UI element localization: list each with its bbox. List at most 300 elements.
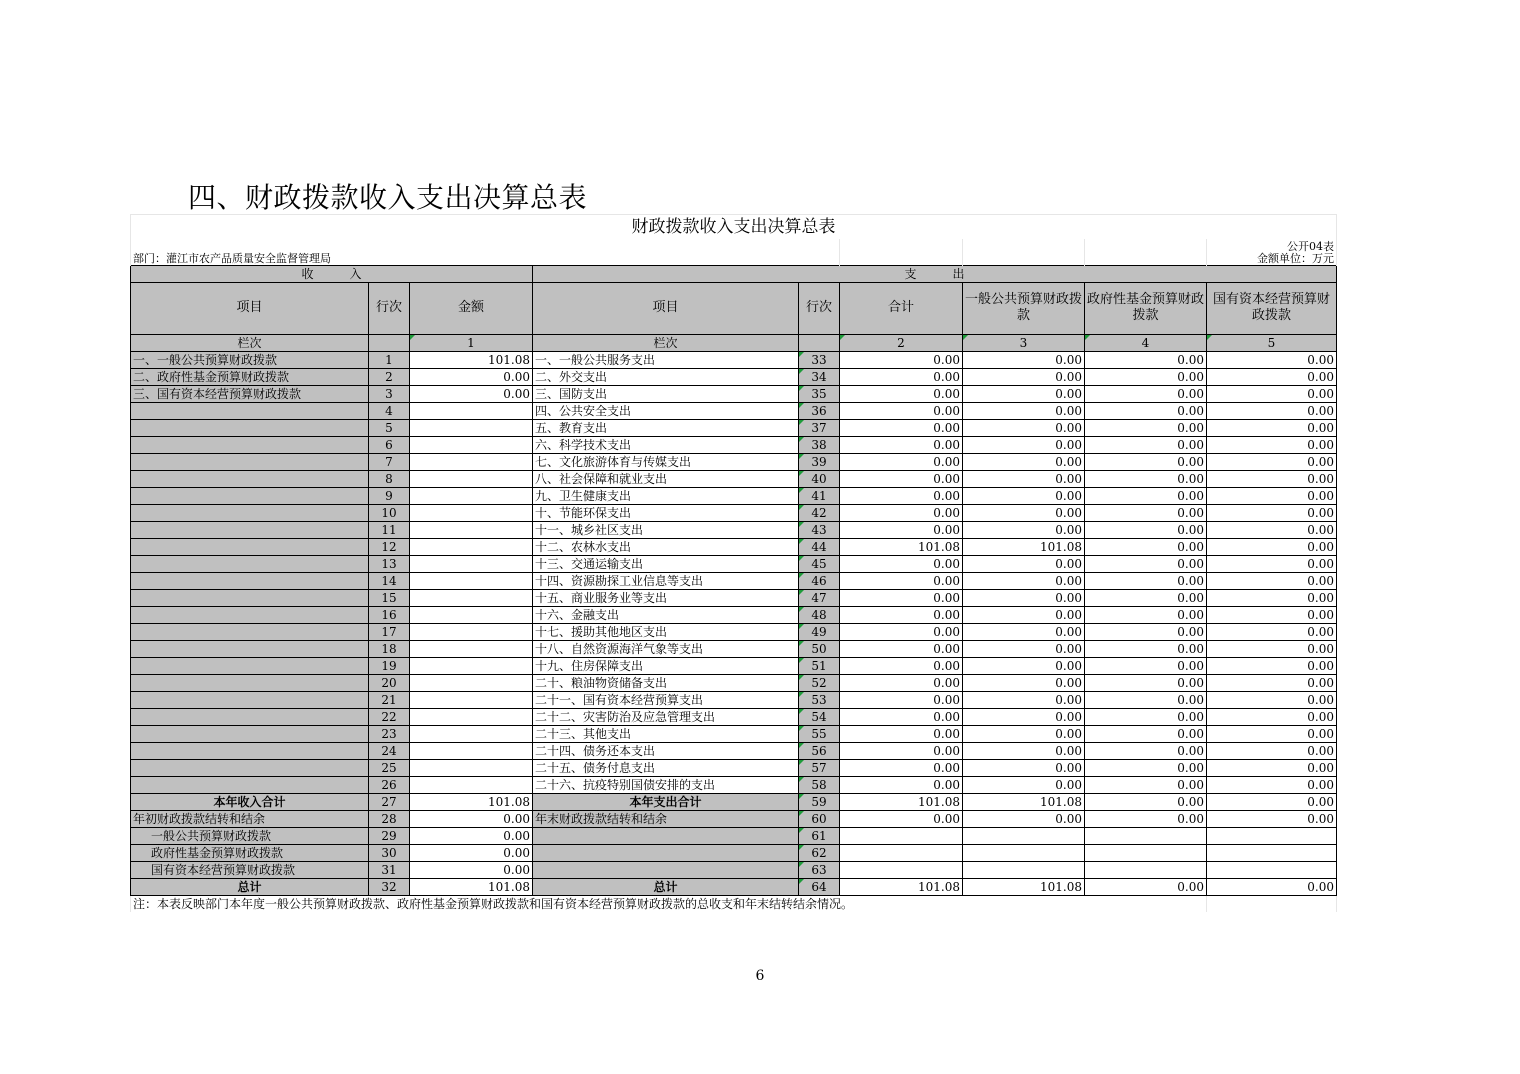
amount-cell [410, 674, 533, 691]
amount-cell: 0.00 [1207, 793, 1337, 810]
amount-cell: 0.00 [1207, 708, 1337, 725]
amount-cell: 0.00 [1085, 742, 1207, 759]
line-number: 7 [369, 453, 410, 470]
amount-cell: 0.00 [963, 402, 1085, 419]
income-item [131, 504, 369, 521]
line-number: 49 [799, 623, 840, 640]
line-number: 6 [369, 436, 410, 453]
lanci-2: 2 [840, 334, 963, 351]
income-section-header: 收 入 [131, 265, 533, 282]
expense-item: 二十二、灾害防治及应急管理支出 [533, 708, 799, 725]
grand-income-total-label: 总计 [131, 878, 369, 895]
fiscal-summary-table [130, 214, 1337, 912]
col-income-amount: 金额 [410, 282, 533, 334]
amount-cell: 0.00 [840, 555, 963, 572]
amount-cell: 0.00 [1207, 470, 1337, 487]
income-item [131, 776, 369, 793]
amount-cell: 0.00 [840, 436, 963, 453]
income-item [131, 759, 369, 776]
amount-cell [410, 402, 533, 419]
amount-cell: 0.00 [1085, 402, 1207, 419]
lanci-5: 5 [1207, 334, 1337, 351]
amount-cell: 0.00 [840, 742, 963, 759]
table-row [131, 759, 1337, 776]
expense-item: 二十四、债务还本支出 [533, 742, 799, 759]
income-item [131, 419, 369, 436]
income-item: 三、国有资本经营预算财政拨款 [131, 385, 369, 402]
amount-cell: 0.00 [963, 436, 1085, 453]
income-item [131, 708, 369, 725]
col-state-capital: 国有资本经营预算财政拨款 [1207, 282, 1337, 334]
amount-cell: 0.00 [963, 776, 1085, 793]
amount-cell [410, 555, 533, 572]
line-number: 28 [369, 810, 410, 827]
income-item [131, 640, 369, 657]
col-expense-item: 项目 [533, 282, 799, 334]
amount-cell: 0.00 [1207, 521, 1337, 538]
income-item [131, 538, 369, 555]
amount-cell [410, 453, 533, 470]
amount-cell: 0.00 [410, 861, 533, 878]
amount-cell [410, 487, 533, 504]
amount-cell: 0.00 [963, 742, 1085, 759]
line-number: 15 [369, 589, 410, 606]
amount-cell: 0.00 [963, 589, 1085, 606]
amount-cell: 0.00 [963, 351, 1085, 368]
amount-cell: 101.08 [963, 793, 1085, 810]
expense-item: 四、公共安全支出 [533, 402, 799, 419]
line-number: 46 [799, 572, 840, 589]
line-number: 34 [799, 368, 840, 385]
amount-cell: 0.00 [963, 453, 1085, 470]
amount-cell: 0.00 [1085, 572, 1207, 589]
table-row [131, 436, 1337, 453]
amount-cell: 0.00 [963, 419, 1085, 436]
amount-cell: 0.00 [1207, 419, 1337, 436]
amount-cell: 0.00 [1085, 453, 1207, 470]
line-number: 62 [799, 844, 840, 861]
amount-cell: 0.00 [1085, 521, 1207, 538]
lanci-3: 3 [963, 334, 1085, 351]
amount-cell: 101.08 [840, 878, 963, 895]
amount-cell: 0.00 [1085, 640, 1207, 657]
amount-cell: 0.00 [840, 606, 963, 623]
amount-cell: 101.08 [840, 538, 963, 555]
amount-cell: 0.00 [1085, 419, 1207, 436]
amount-cell: 0.00 [1085, 504, 1207, 521]
amount-cell [410, 436, 533, 453]
line-number: 1 [369, 351, 410, 368]
line-number: 58 [799, 776, 840, 793]
line-number: 24 [369, 742, 410, 759]
line-number: 55 [799, 725, 840, 742]
table-row [131, 589, 1337, 606]
line-number: 33 [799, 351, 840, 368]
amount-cell: 0.00 [963, 657, 1085, 674]
grand-expense-total-label: 总计 [533, 878, 799, 895]
amount-cell: 0.00 [1207, 368, 1337, 385]
amount-cell [410, 708, 533, 725]
amount-cell: 0.00 [840, 759, 963, 776]
amount-cell [410, 657, 533, 674]
income-item [131, 623, 369, 640]
table-row [131, 725, 1337, 742]
amount-cell: 0.00 [840, 470, 963, 487]
col-fund-budget: 政府性基金预算财政拨款 [1085, 282, 1207, 334]
expense-item: 二十六、抗疫特别国债安排的支出 [533, 776, 799, 793]
line-number: 39 [799, 453, 840, 470]
amount-cell: 0.00 [1085, 606, 1207, 623]
amount-cell [410, 691, 533, 708]
lanci-label-expense: 栏次 [533, 334, 799, 351]
col-expense-line: 行次 [799, 282, 840, 334]
amount-cell: 0.00 [840, 504, 963, 521]
table-row [131, 351, 1337, 368]
table-row [131, 402, 1337, 419]
income-item [131, 742, 369, 759]
line-number: 51 [799, 657, 840, 674]
amount-cell [410, 776, 533, 793]
income-item [131, 691, 369, 708]
income-item [131, 589, 369, 606]
expense-item: 十一、城乡社区支出 [533, 521, 799, 538]
year-income-total-label: 本年收入合计 [131, 793, 369, 810]
sub-fund-label: 政府性基金预算财政拨款 [131, 844, 369, 861]
line-number: 13 [369, 555, 410, 572]
line-number: 30 [369, 844, 410, 861]
line-number: 54 [799, 708, 840, 725]
amount-cell: 0.00 [1207, 878, 1337, 895]
amount-cell: 0.00 [1085, 487, 1207, 504]
amount-cell: 0.00 [840, 810, 963, 827]
expense-section-header: 支 出 [533, 265, 1337, 282]
amount-cell: 0.00 [1207, 759, 1337, 776]
amount-cell: 0.00 [840, 657, 963, 674]
amount-cell: 0.00 [963, 623, 1085, 640]
line-number: 17 [369, 623, 410, 640]
table-row [131, 504, 1337, 521]
expense-item: 一、一般公共服务支出 [533, 351, 799, 368]
expense-item: 十四、资源勘探工业信息等支出 [533, 572, 799, 589]
table-row [131, 640, 1337, 657]
line-number: 61 [799, 827, 840, 844]
line-number: 38 [799, 436, 840, 453]
year-income-total-amount: 101.08 [410, 793, 533, 810]
amount-cell: 101.08 [963, 538, 1085, 555]
table-row [131, 674, 1337, 691]
amount-cell: 0.00 [840, 640, 963, 657]
sub-general-label: 一般公共预算财政拨款 [131, 827, 369, 844]
table-row [131, 368, 1337, 385]
line-number: 48 [799, 606, 840, 623]
line-number: 4 [369, 402, 410, 419]
line-number: 14 [369, 572, 410, 589]
amount-cell: 0.00 [1085, 589, 1207, 606]
amount-cell: 0.00 [963, 555, 1085, 572]
col-income-line: 行次 [369, 282, 410, 334]
line-number: 25 [369, 759, 410, 776]
lanci-1: 1 [410, 334, 533, 351]
amount-cell: 0.00 [840, 674, 963, 691]
expense-item: 六、科学技术支出 [533, 436, 799, 453]
amount-cell: 0.00 [410, 810, 533, 827]
expense-item: 二十、粮油物资储备支出 [533, 674, 799, 691]
expense-item: 十三、交通运输支出 [533, 555, 799, 572]
amount-cell: 0.00 [1207, 504, 1337, 521]
line-number: 12 [369, 538, 410, 555]
amount-cell: 0.00 [963, 691, 1085, 708]
line-number: 56 [799, 742, 840, 759]
line-number: 18 [369, 640, 410, 657]
amount-cell: 0.00 [963, 572, 1085, 589]
table-row [131, 606, 1337, 623]
expense-item: 三、国防支出 [533, 385, 799, 402]
table-row [131, 538, 1337, 555]
amount-cell [410, 742, 533, 759]
income-item [131, 606, 369, 623]
income-item [131, 555, 369, 572]
page-heading: 四、财政拨款收入支出决算总表 [188, 181, 588, 214]
line-number: 45 [799, 555, 840, 572]
amount-cell: 0.00 [840, 572, 963, 589]
amount-cell: 0.00 [410, 827, 533, 844]
amount-cell [410, 538, 533, 555]
expense-item: 十七、援助其他地区支出 [533, 623, 799, 640]
income-item [131, 470, 369, 487]
amount-cell: 0.00 [963, 521, 1085, 538]
table-row [131, 708, 1337, 725]
amount-cell: 0.00 [1085, 657, 1207, 674]
amount-cell: 0.00 [963, 674, 1085, 691]
amount-cell [410, 759, 533, 776]
amount-cell: 0.00 [840, 419, 963, 436]
table-row [131, 555, 1337, 572]
amount-cell: 0.00 [840, 776, 963, 793]
income-item [131, 453, 369, 470]
amount-cell: 0.00 [1207, 572, 1337, 589]
amount-cell: 101.08 [963, 878, 1085, 895]
amount-cell: 0.00 [1207, 742, 1337, 759]
amount-cell: 0.00 [963, 708, 1085, 725]
amount-cell: 0.00 [840, 589, 963, 606]
income-item [131, 657, 369, 674]
amount-cell: 0.00 [1085, 555, 1207, 572]
amount-cell: 0.00 [840, 521, 963, 538]
line-number: 52 [799, 674, 840, 691]
expense-item: 五、教育支出 [533, 419, 799, 436]
table-row [131, 776, 1337, 793]
amount-cell [410, 504, 533, 521]
table-row [131, 572, 1337, 589]
amount-cell: 0.00 [963, 640, 1085, 657]
amount-cell: 0.00 [1207, 691, 1337, 708]
sheet-title: 财政拨款收入支出决算总表 [131, 215, 1337, 240]
table-row [131, 657, 1337, 674]
income-item [131, 521, 369, 538]
expense-item: 八、社会保障和就业支出 [533, 470, 799, 487]
income-item: 二、政府性基金预算财政拨款 [131, 368, 369, 385]
expense-item: 十二、农林水支出 [533, 538, 799, 555]
amount-cell: 0.00 [1207, 385, 1337, 402]
amount-cell: 0.00 [1085, 776, 1207, 793]
line-number: 50 [799, 640, 840, 657]
col-total: 合计 [840, 282, 963, 334]
line-number: 29 [369, 827, 410, 844]
amount-cell: 0.00 [1085, 691, 1207, 708]
amount-cell: 0.00 [1207, 623, 1337, 640]
amount-cell: 0.00 [1207, 402, 1337, 419]
expense-item: 十、节能环保支出 [533, 504, 799, 521]
amount-cell: 0.00 [1207, 810, 1337, 827]
amount-cell: 0.00 [1207, 674, 1337, 691]
line-number: 5 [369, 419, 410, 436]
line-number: 42 [799, 504, 840, 521]
line-number: 26 [369, 776, 410, 793]
amount-cell: 0.00 [1207, 555, 1337, 572]
table-row [131, 470, 1337, 487]
expense-item: 七、文化旅游体育与传媒支出 [533, 453, 799, 470]
expense-item: 十八、自然资源海洋气象等支出 [533, 640, 799, 657]
line-number: 22 [369, 708, 410, 725]
income-item [131, 436, 369, 453]
expense-item: 二十五、债务付息支出 [533, 759, 799, 776]
amount-cell: 0.00 [1085, 351, 1207, 368]
income-item: 一、一般公共预算财政拨款 [131, 351, 369, 368]
amount-cell: 0.00 [840, 487, 963, 504]
amount-cell: 0.00 [1085, 470, 1207, 487]
line-number: 53 [799, 691, 840, 708]
line-number: 32 [369, 878, 410, 895]
amount-cell: 0.00 [963, 606, 1085, 623]
form-code-and-unit [1207, 239, 1337, 265]
page-number: 6 [755, 968, 765, 984]
amount-cell: 0.00 [1085, 385, 1207, 402]
expense-item: 二十三、其他支出 [533, 725, 799, 742]
line-number: 3 [369, 385, 410, 402]
amount-cell: 0.00 [1085, 878, 1207, 895]
line-number: 43 [799, 521, 840, 538]
amount-cell: 0.00 [1085, 759, 1207, 776]
table-row [131, 385, 1337, 402]
amount-cell: 0.00 [840, 623, 963, 640]
amount-cell: 0.00 [410, 844, 533, 861]
amount-cell: 0.00 [1085, 725, 1207, 742]
amount-cell: 0.00 [1207, 606, 1337, 623]
begin-balance-label: 年初财政拨款结转和结余 [131, 810, 369, 827]
line-number: 31 [369, 861, 410, 878]
line-number: 2 [369, 368, 410, 385]
col-general-budget: 一般公共预算财政拨款 [963, 282, 1085, 334]
line-number: 40 [799, 470, 840, 487]
amount-cell: 0.00 [1085, 793, 1207, 810]
amount-cell [410, 572, 533, 589]
line-number: 9 [369, 487, 410, 504]
line-number: 10 [369, 504, 410, 521]
amount-cell: 0.00 [963, 725, 1085, 742]
amount-cell: 0.00 [840, 691, 963, 708]
line-number: 35 [799, 385, 840, 402]
amount-cell: 0.00 [1207, 351, 1337, 368]
amount-cell [410, 606, 533, 623]
table-row [131, 742, 1337, 759]
income-item [131, 674, 369, 691]
amount-cell: 0.00 [1085, 674, 1207, 691]
amount-cell: 0.00 [963, 504, 1085, 521]
year-expense-total-label: 本年支出合计 [533, 793, 799, 810]
amount-cell: 0.00 [840, 351, 963, 368]
amount-cell: 0.00 [1207, 657, 1337, 674]
income-item [131, 572, 369, 589]
line-number: 63 [799, 861, 840, 878]
amount-cell: 0.00 [840, 368, 963, 385]
department-label: 部门：灌江市农产品质量安全监督管理局 [131, 239, 840, 265]
amount-cell: 0.00 [1207, 436, 1337, 453]
table-row [131, 419, 1337, 436]
amount-cell: 0.00 [840, 402, 963, 419]
amount-cell: 0.00 [963, 368, 1085, 385]
amount-cell: 0.00 [1085, 810, 1207, 827]
table-row [131, 453, 1337, 470]
line-number: 21 [369, 691, 410, 708]
line-number: 57 [799, 759, 840, 776]
line-number: 64 [799, 878, 840, 895]
amount-cell [410, 419, 533, 436]
amount-cell: 0.00 [1207, 640, 1337, 657]
amount-cell: 0.00 [1207, 538, 1337, 555]
amount-cell: 0.00 [840, 725, 963, 742]
line-number: 19 [369, 657, 410, 674]
amount-unit: 金额单位：万元 [1257, 251, 1334, 265]
line-number: 44 [799, 538, 840, 555]
spreadsheet [130, 214, 1337, 912]
sub-state-label: 国有资本经营预算财政拨款 [131, 861, 369, 878]
amount-cell [410, 589, 533, 606]
amount-cell: 101.08 [410, 351, 533, 368]
amount-cell: 0.00 [963, 385, 1085, 402]
amount-cell: 0.00 [1085, 708, 1207, 725]
amount-cell: 101.08 [840, 793, 963, 810]
income-item [131, 402, 369, 419]
table-row [131, 521, 1337, 538]
amount-cell: 0.00 [840, 385, 963, 402]
amount-cell: 0.00 [1085, 436, 1207, 453]
expense-item: 十五、商业服务业等支出 [533, 589, 799, 606]
expense-item: 二十一、国有资本经营预算支出 [533, 691, 799, 708]
line-number: 16 [369, 606, 410, 623]
amount-cell [410, 623, 533, 640]
amount-cell: 0.00 [410, 368, 533, 385]
line-number: 59 [799, 793, 840, 810]
expense-item: 十六、金融支出 [533, 606, 799, 623]
amount-cell: 0.00 [840, 453, 963, 470]
table-row [131, 623, 1337, 640]
line-number: 8 [369, 470, 410, 487]
expense-item: 二、外交支出 [533, 368, 799, 385]
amount-cell: 0.00 [963, 810, 1085, 827]
amount-cell [410, 470, 533, 487]
amount-cell: 0.00 [963, 759, 1085, 776]
lanci-label: 栏次 [131, 334, 369, 351]
line-number: 41 [799, 487, 840, 504]
income-item [131, 725, 369, 742]
expense-item: 九、卫生健康支出 [533, 487, 799, 504]
amount-cell: 0.00 [1207, 776, 1337, 793]
line-number: 60 [799, 810, 840, 827]
income-item [131, 487, 369, 504]
form-code: 公开04表 [1287, 239, 1334, 253]
amount-cell: 0.00 [1085, 623, 1207, 640]
line-number: 23 [369, 725, 410, 742]
